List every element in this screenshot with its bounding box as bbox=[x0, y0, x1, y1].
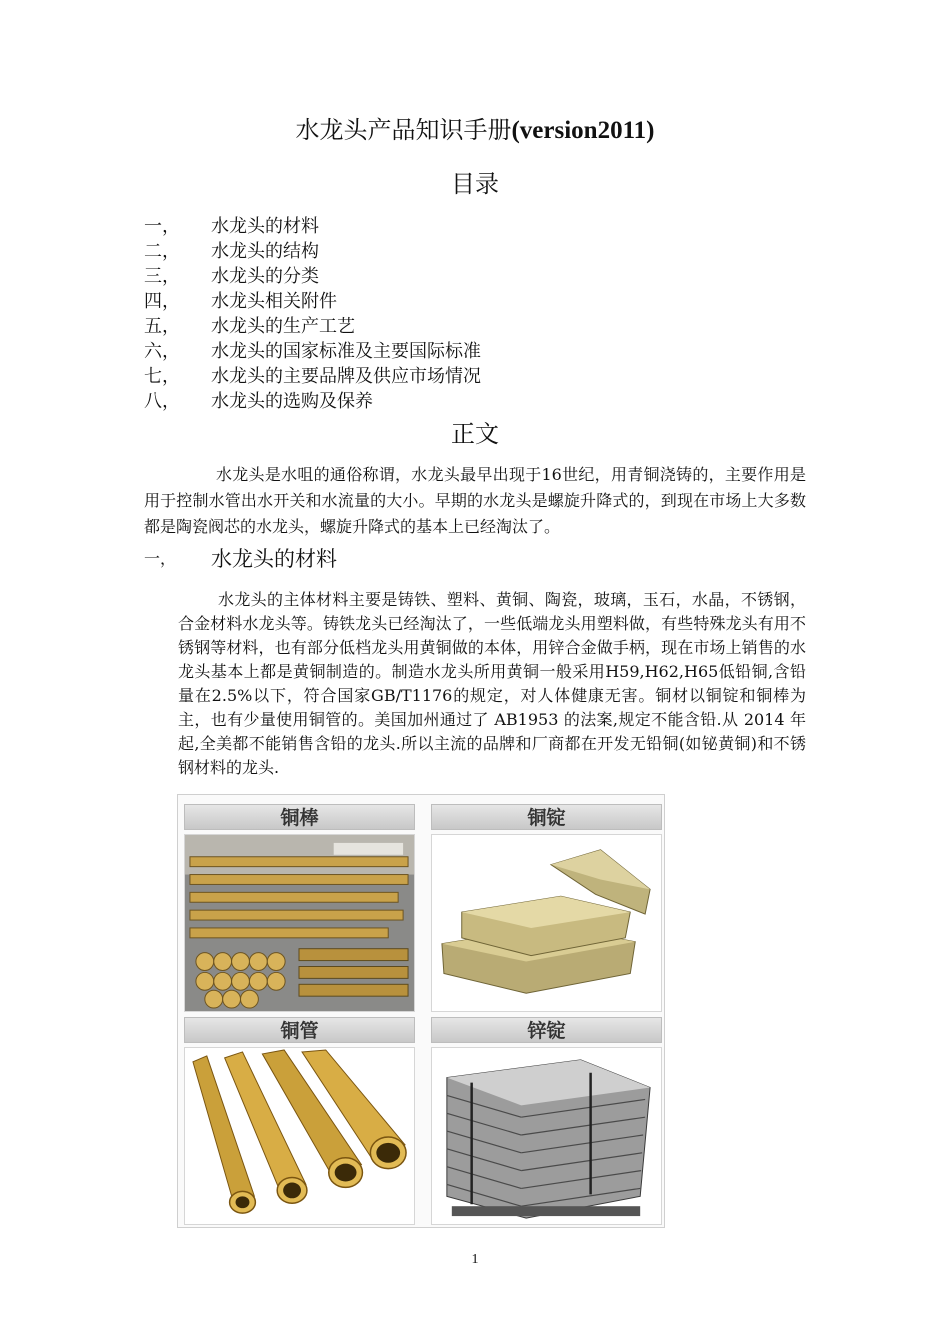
toc-item-label: 水龙头的生产工艺 bbox=[211, 316, 355, 337]
figure-caption: 铜管 bbox=[184, 1017, 415, 1043]
body-heading: 正文 bbox=[451, 420, 499, 448]
figure-caption: 铜锭 bbox=[431, 804, 662, 830]
toc-item-number: 四， bbox=[144, 291, 180, 312]
figure-cell-copper-tube bbox=[184, 1017, 415, 1225]
toc-item bbox=[144, 389, 844, 414]
toc-heading: 目录 bbox=[451, 170, 499, 198]
toc-item bbox=[144, 289, 844, 314]
toc-item-label: 水龙头的国家标准及主要国际标准 bbox=[211, 341, 481, 362]
toc-item-label: 水龙头的选购及保养 bbox=[211, 391, 373, 412]
toc-item bbox=[144, 214, 844, 239]
figure-cell-copper-bar bbox=[184, 804, 415, 1012]
toc-item bbox=[144, 239, 844, 264]
document-title bbox=[0, 112, 950, 149]
toc-item bbox=[144, 264, 844, 289]
section-paragraph: 水龙头的主体材料主要是铸铁、塑料、黄铜、陶瓷，玻璃，玉石，水晶，不锈钢，合金材料水龙头等。铸铁龙头已经淘汰了，一些低端龙头用塑料做，有些特殊龙头有用不锈钢等材料，也有部分低档龙头用黄铜做的本体，用锌合金做手柄，现在市场上销售的水龙头基本上都是黄铜制造的。制造水龙头所用黄铜一般采用H59,H62,H65低铅铜,含铅量在2.5%以下，符合国家GB/T1176的规定，对人体健康无害。铜材以铜锭和铜棒为主，也有少量使用铜管的。美国加州通过了 AB1953 的法案,规定不能含铅.从 2014 年起,全美都不能销售含铅的龙头.所以主流的品牌和厂商都在开发无铅铜(如铋黄铜)和不锈钢材料的龙头. bbox=[178, 590, 806, 777]
section-heading bbox=[144, 542, 806, 576]
toc-item-number: 七， bbox=[144, 366, 180, 387]
page-number: 1 bbox=[471, 1252, 479, 1267]
copper-ingot-image bbox=[431, 834, 662, 1012]
toc-item-number: 八， bbox=[144, 391, 180, 412]
title-main: 水龙头产品知识手册 bbox=[295, 116, 512, 144]
title-version: (version2011) bbox=[511, 117, 655, 144]
toc-item-label: 水龙头相关附件 bbox=[211, 291, 337, 312]
toc-item bbox=[144, 339, 844, 364]
figure-caption: 铜棒 bbox=[184, 804, 415, 830]
toc-item-number: 一， bbox=[144, 216, 180, 237]
zinc-ingot-image bbox=[431, 1047, 662, 1225]
figure-cell-copper-ingot bbox=[431, 804, 662, 1012]
figure-caption: 锌锭 bbox=[431, 1017, 662, 1043]
materials-figure bbox=[177, 794, 665, 1228]
copper-tube-image bbox=[184, 1047, 415, 1225]
figure-cell-zinc-ingot bbox=[431, 1017, 662, 1225]
toc-item-label: 水龙头的分类 bbox=[211, 266, 319, 287]
table-of-contents bbox=[144, 214, 844, 414]
toc-item-label: 水龙头的材料 bbox=[211, 216, 319, 237]
toc-item-number: 六， bbox=[144, 341, 180, 362]
toc-item-label: 水龙头的主要品牌及供应市场情况 bbox=[211, 366, 481, 387]
toc-item bbox=[144, 364, 844, 389]
toc-item-label: 水龙头的结构 bbox=[211, 241, 319, 262]
intro-paragraph: 水龙头是水咀的通俗称谓，水龙头最早出现于16世纪，用青铜浇铸的，主要作用是用于控制水管出水开关和水流量的大小。早期的水龙头是螺旋升降式的，到现在市场上大多数都是陶瓷阀芯的水龙头，螺旋升降式的基本上已经淘汰了。 bbox=[144, 465, 806, 536]
toc-item-number: 二， bbox=[144, 241, 180, 262]
toc-item bbox=[144, 314, 844, 339]
copper-bar-image bbox=[184, 834, 415, 1012]
toc-item-number: 三， bbox=[144, 266, 180, 287]
toc-item-number: 五， bbox=[144, 316, 180, 337]
section-title: 水龙头的材料 bbox=[211, 547, 337, 571]
section-number: 一， bbox=[144, 549, 177, 568]
